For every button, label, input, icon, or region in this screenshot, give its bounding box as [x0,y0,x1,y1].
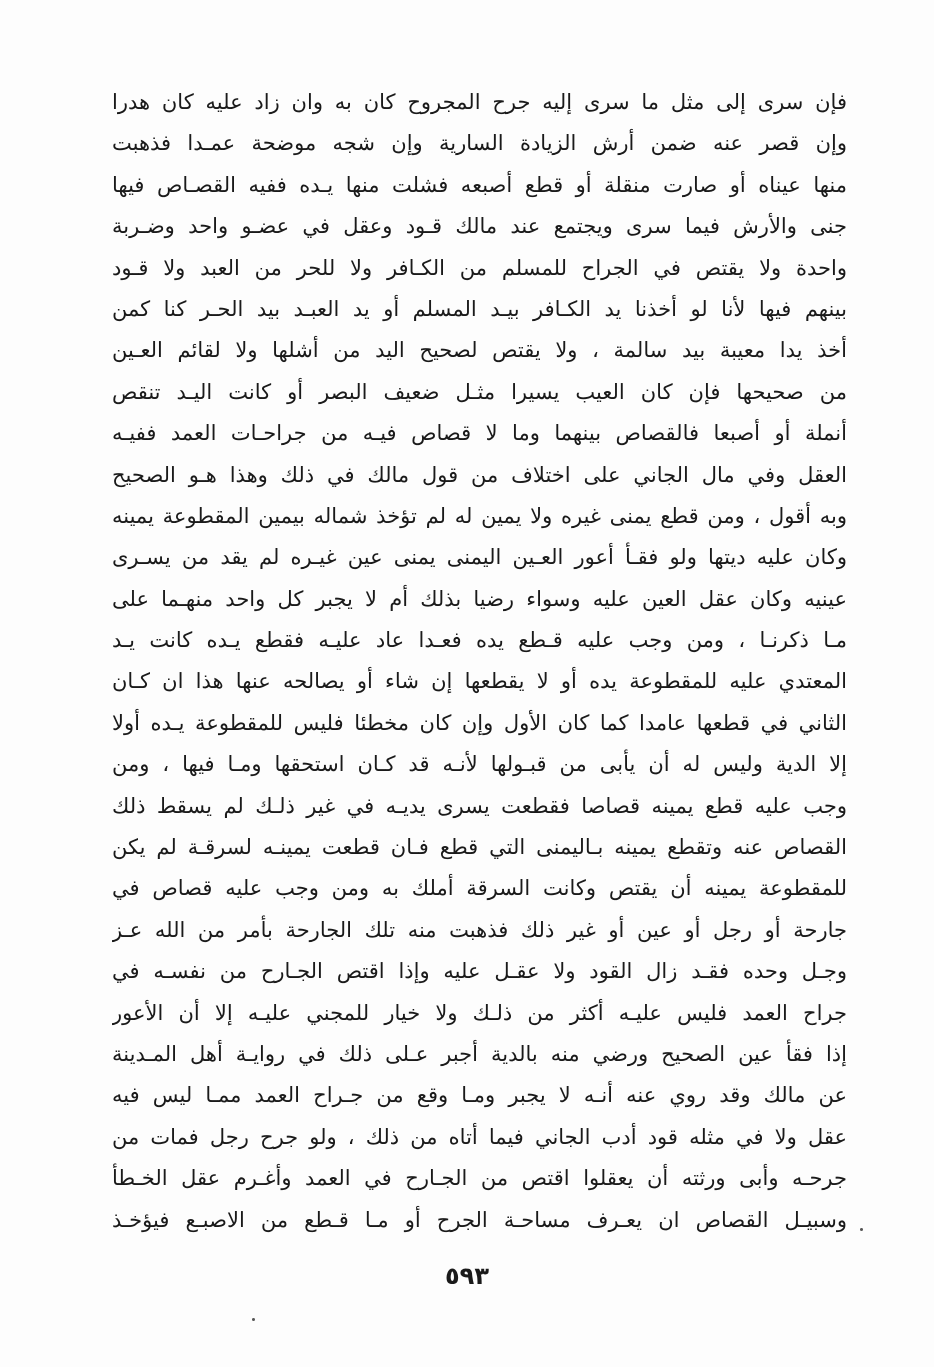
scan-speck [252,1318,255,1321]
text-line: من صحيحها فإن كان العيب يسيرا مثـل ضعيف البصر أو كانت اليـد تنقص [112,379,847,404]
text-line: وإن قصر عنه ضمن أرش الزيادة السارية وإن شجه موضحة عمـدا فذهبت [112,131,847,156]
text-line: للمقطوعة يمينه أن يقتص وكانت السرقة أملك به ومن وجب عليه قصاص في [112,876,847,901]
text-line: وجب عليه قطع يمينه قصاصا فقطعت يسرى يديـه في غير ذلـك لم يسقط ذلك [112,793,847,818]
text-line: عقل ولا في مثله قود أدب الجاني فيما أتاه من ذلك ، ولو جرح رجل فمات من [112,1124,847,1149]
text-line: جنى والأرش فيما سرى ويجتمع عند مالك قـود وعقل في عضـو واحد وضـربة [112,214,847,239]
text-line: إلا الدية وليس له أن يأبى من قبـولها لأنـه قد كـان استحقها ومـا فيها ، ومن [112,752,847,777]
text-line: أنملة أو أصبعا فالقصاص بينهما وما لا قصاص فيـه من جراحـات العمد ففيـه [112,421,847,446]
text-line: منها عيناه أو صارت منقلة أو قطع أصبعه فشلت منها يـده ففيه القصـاص فيها [112,172,847,197]
text-line: وبه أقول ، ومن قطع يمنى غيره ولا يمين له لم تؤخذ شماله بيمين المقطوعة يمينه [112,503,847,528]
text-line: واحدة ولا يقتص في الجراح للمسلم من الكـافر ولا للحر من العبد ولا قـود [112,255,847,280]
text-line: عن مالك وقد روي عنه أنـه لا يجبر ومـا وقع من جـراح العمد ممـا ليس فيه [112,1083,847,1108]
text-line: وكان عليه ديتها ولو فقـأ أعور العـين اليمنى يمنى عين غيـره لم يقد من يسـرى [112,545,847,570]
body-text [112,82,847,1241]
text-line: إذا فقأ عين الصحيح ورضي منه بالدية أجبر عـلى ذلك في روايـة أهل المـدينة [112,1041,847,1066]
text-line: وجـل وحده فقـد زال القود ولا عقـل عليه وإذا اقتص الجـارح من نفسـه في [112,959,847,984]
text-line: بينهم فيها لأنا لو أخذنا يد الكـافر بيـد المسلم أو يد العبـد بيد الحـر كنا كمن [112,296,847,321]
text-line: القصاص عنه وتقطع يمينه بـاليمنى التي قطع فـان قطعت يمينـه لسرقـة لم يكن [112,835,847,860]
text-line: المعتدي عليه للمقطوعة يده أو لا يقطعها إن شاء أو يصالحه عنها هذا ان كـان [112,669,847,694]
text-line: الثاني في قطعها عامدا كما كان الأول وإن كان مخطئا فليس للمقطوعة يـده أولا [112,710,847,735]
text-line: عينيه وكان عقل العين عليه وسواء رضيا بذلك أم لا يجبر كل واحد منهـما على [112,586,847,611]
text-line: العقل وفي مال الجاني على اختلاف من قول مالك في ذلك وهذا هـو الصحيح [112,462,847,487]
text-line: جرحـه وأبى ورثته أن يعقلوا اقتص من الجـارح في العمد وأغـرم عقل الخـطأ [112,1166,847,1191]
text-line: مـا ذكرنـا ، ومن وجب عليه قـطع يده فعـدا عاد عليـه فقطع يـده كانت يـد [112,628,847,653]
page-number: ٥٩٣ [445,1262,489,1290]
scan-speck [860,1228,863,1231]
text-line: وسبيـل القصاص ان يعـرف مساحـة الجرح أو مـا قـطع من الاصبـع فيؤخـذ [112,1207,847,1232]
text-line: جراح العمد فليس عليـه أكثر من ذلـك ولا خيار للمجني عليـه إلا أن الأعور [112,1000,847,1025]
text-line: فإن سرى إلى مثل ما سرى إليه جرح المجروح كان به وان زاد عليه كان هدرا [112,90,847,114]
text-line: أخذ يدا معيبة بيد سالمة ، ولا يقتص لصحيح اليد من أشلها ولا لقائم العـين [112,338,847,363]
text-line: جارحة أو رجل أو عين أو غير ذلك فذهبت منه تلك الجارحة بأمر من الله عـز [112,917,847,942]
